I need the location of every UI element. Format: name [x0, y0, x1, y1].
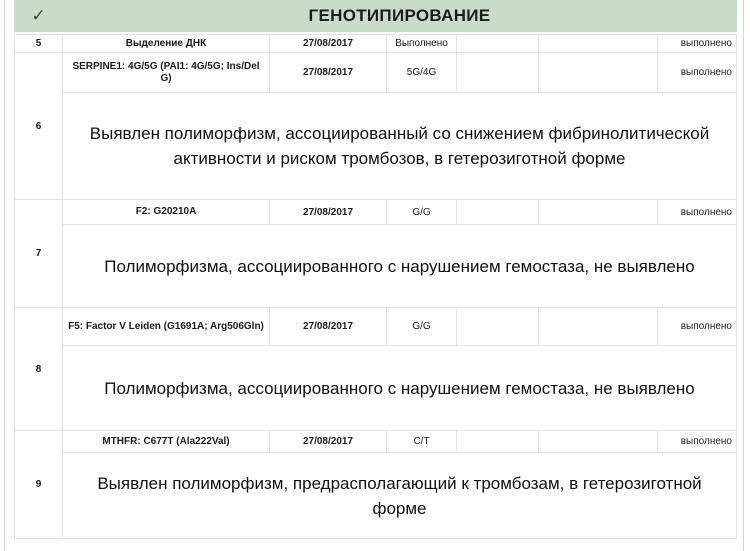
empty-cell: [457, 53, 539, 93]
conclusion-text: Выявлен полиморфизм, предрасполагающий к тромбозам, в гетерозиготной форме: [63, 453, 737, 539]
conclusion-row: [15, 225, 737, 308]
conclusion-text: Выявлен полиморфизм, ассоциированный со снижением фибринолитической активности и риском тромбозов, в гетерозиготной форме: [63, 93, 737, 200]
test-date: 27/08/2017: [270, 35, 387, 53]
conclusion-row: [15, 453, 737, 539]
conclusion-row: [15, 93, 737, 200]
test-date: 27/08/2017: [270, 431, 387, 453]
empty-cell: [457, 200, 539, 225]
empty-cell: [539, 35, 658, 53]
test-name: F5: Factor V Leiden (G1691A; Arg506Gln): [63, 308, 270, 346]
empty-cell: [539, 308, 658, 346]
test-name: SERPINE1: 4G/5G (PAI1: 4G/5G; Ins/Del G): [63, 53, 270, 93]
conclusion-text: Полиморфизма, ассоциированного с нарушением гемостаза, не выявлено: [63, 346, 737, 431]
test-name: F2: G20210A: [63, 200, 270, 225]
row-number: 6: [15, 53, 63, 200]
row-number: 8: [15, 308, 63, 431]
row-number: 5: [15, 35, 63, 53]
empty-cell: [457, 431, 539, 453]
test-name: Выделение ДНК: [63, 35, 270, 53]
test-result: Выполнено: [387, 35, 457, 53]
empty-cell: [539, 53, 658, 93]
conclusion-text: Полиморфизма, ассоциированного с нарушением гемостаза, не выявлено: [63, 225, 737, 308]
row-number: 7: [15, 200, 63, 308]
test-date: 27/08/2017: [270, 200, 387, 225]
status-text: выполнено: [658, 200, 737, 225]
table-row: [15, 308, 737, 346]
test-date: 27/08/2017: [270, 53, 387, 93]
test-result: 5G/4G: [387, 53, 457, 93]
empty-cell: [539, 200, 658, 225]
genotyping-table: [14, 0, 737, 539]
test-result: G/G: [387, 200, 457, 225]
table-row: [15, 53, 737, 93]
row-number: 9: [15, 431, 63, 539]
table-row: [15, 431, 737, 453]
test-name: MTHFR: C677T (Ala222Val): [63, 431, 270, 453]
empty-cell: [457, 35, 539, 53]
section-title: ГЕНОТИПИРОВАНИЕ: [63, 1, 737, 32]
conclusion-row: [15, 346, 737, 431]
section-header: [15, 1, 737, 32]
status-text: выполнено: [658, 35, 737, 53]
test-result: C/T: [387, 431, 457, 453]
empty-cell: [457, 308, 539, 346]
table-row: [15, 200, 737, 225]
test-result: G/G: [387, 308, 457, 346]
test-date: 27/08/2017: [270, 308, 387, 346]
empty-cell: [539, 431, 658, 453]
status-text: выполнено: [658, 308, 737, 346]
table-row: [15, 35, 737, 53]
checkmark-icon: ✓: [15, 1, 63, 32]
status-text: выполнено: [658, 53, 737, 93]
status-text: выполнено: [658, 431, 737, 453]
